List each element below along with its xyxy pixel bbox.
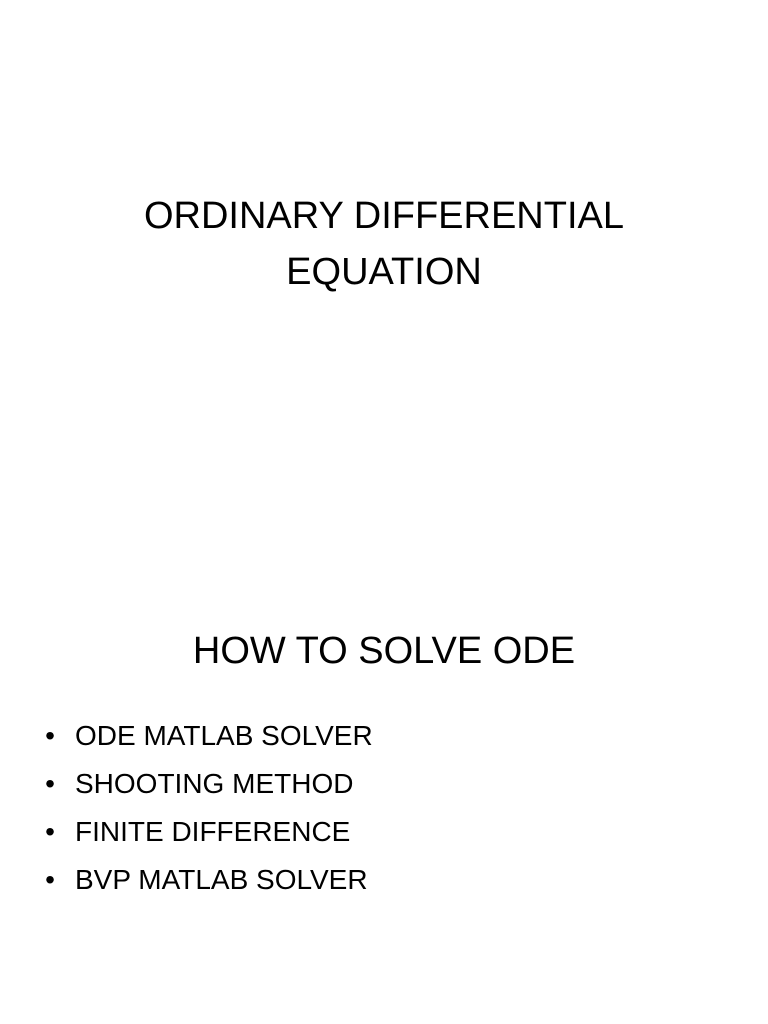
bullet-text: SHOOTING METHOD [75,768,354,799]
slide-2-title: HOW TO SOLVE ODE [192,630,576,672]
slide-1-title [0,188,768,300]
slide-1-title-line-2: EQUATION [286,251,482,293]
bullet-dot-icon: • [45,768,55,799]
slide-1-title-line-1: ORDINARY DIFFERENTIAL [143,195,624,237]
bullet-text: ODE MATLAB SOLVER [75,720,373,751]
bullet-text: BVP MATLAB SOLVER [75,864,368,895]
bullet-dot-icon: • [45,720,55,751]
slide-2 [0,512,768,1024]
bullet-dot-icon: • [45,816,55,847]
bullet-dot-icon: • [45,864,55,895]
bullet-text: FINITE DIFFERENCE [75,816,351,847]
